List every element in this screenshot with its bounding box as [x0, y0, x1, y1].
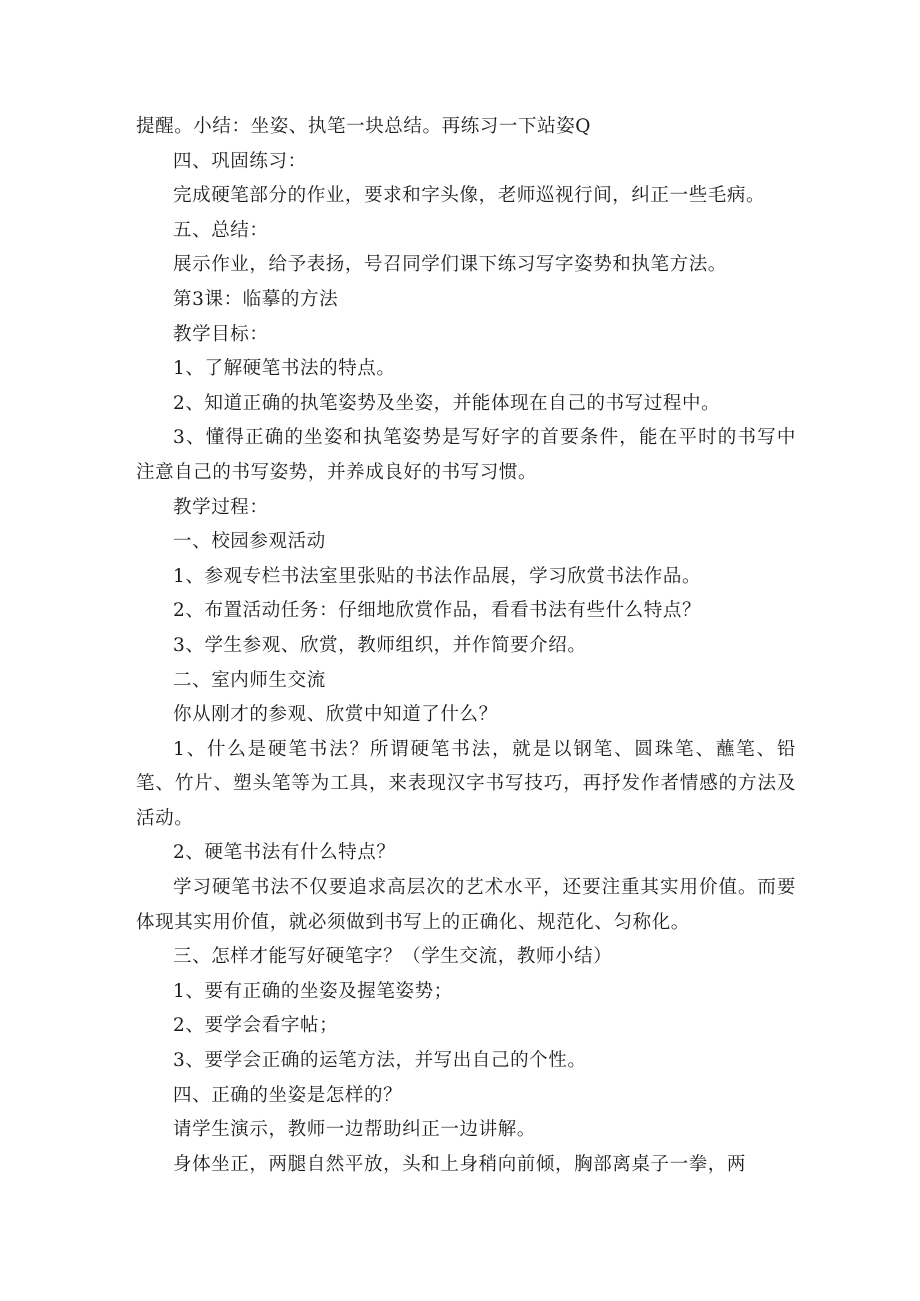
document-body	[136, 110, 796, 1182]
list-item: 2、知道正确的执笔姿势及坐姿，并能体现在自己的书写过程中。	[173, 392, 721, 414]
list-item: 2、布置活动任务：仔细地欣赏作品，看看书法有些什么特点？	[173, 600, 702, 622]
paragraph: 学习硬笔书法不仅要追求高层次的艺术水平，还要注重其实用价值。而要体现其实用价值，就必须做到书写上的正确化、规范化、匀称化。	[136, 877, 796, 933]
list-item: 3、学生参观、欣赏，教师组织，并作简要介绍。	[173, 634, 587, 656]
section-heading: 四、正确的坐姿是怎样的？	[173, 1084, 403, 1106]
list-item: 1、什么是硬笔书法？所谓硬笔书法，就是以钢笔、圆珠笔、蘸笔、铅笔、竹片、塑头笔等为工具，来表现汉字书写技巧，再抒发作者情感的方法及活动。	[136, 738, 796, 829]
paragraph: 请学生演示，教师一边帮助纠正一边讲解。	[173, 1119, 536, 1141]
paragraph: 你从刚才的参观、欣赏中知道了什么？	[173, 704, 498, 726]
paragraph: 提醒。小结：坐姿、执笔一块总结。再练习一下站姿Q	[136, 116, 592, 137]
lesson-title: 第3课：临摹的方法	[173, 288, 339, 310]
paragraph: 完成硬笔部分的作业，要求和字头像，老师巡视行间，纠正一些毛病。	[173, 185, 766, 207]
section-heading: 二、室内师生交流	[173, 669, 326, 691]
list-item: 1、参观专栏书法室里张贴的书法作品展，学习欣赏书法作品。	[173, 565, 702, 587]
section-heading: 一、校园参观活动	[173, 531, 326, 553]
section-heading: 五、总结：	[173, 219, 269, 241]
paragraph: 身体坐正，两腿自然平放，头和上身稍向前倾，胸部离桌子一拳，两	[173, 1153, 747, 1175]
list-item: 2、要学会看字帖；	[173, 1015, 339, 1037]
list-item: 1、了解硬笔书法的特点。	[173, 358, 396, 380]
list-item: 3、要学会正确的运笔方法，并写出自己的个性。	[173, 1050, 587, 1072]
list-item: 1、要有正确的坐姿及握笔姿势；	[173, 980, 453, 1002]
section-heading: 教学过程：	[173, 496, 269, 518]
list-item: 2、硬笔书法有什么特点？	[173, 842, 396, 864]
paragraph: 展示作业，给予表扬，号召同学们课下练习写字姿势和执笔方法。	[173, 254, 727, 276]
section-heading: 四、巩固练习：	[173, 150, 307, 172]
section-heading: 教学目标：	[173, 323, 269, 345]
list-item: 3、懂得正确的坐姿和执笔姿势是写好字的首要条件，能在平时的书写中注意自己的书写姿势，并养成良好的书写习惯。	[136, 427, 796, 483]
section-heading: 三、怎样才能写好硬笔字？（学生交流，教师小结）	[173, 946, 613, 968]
